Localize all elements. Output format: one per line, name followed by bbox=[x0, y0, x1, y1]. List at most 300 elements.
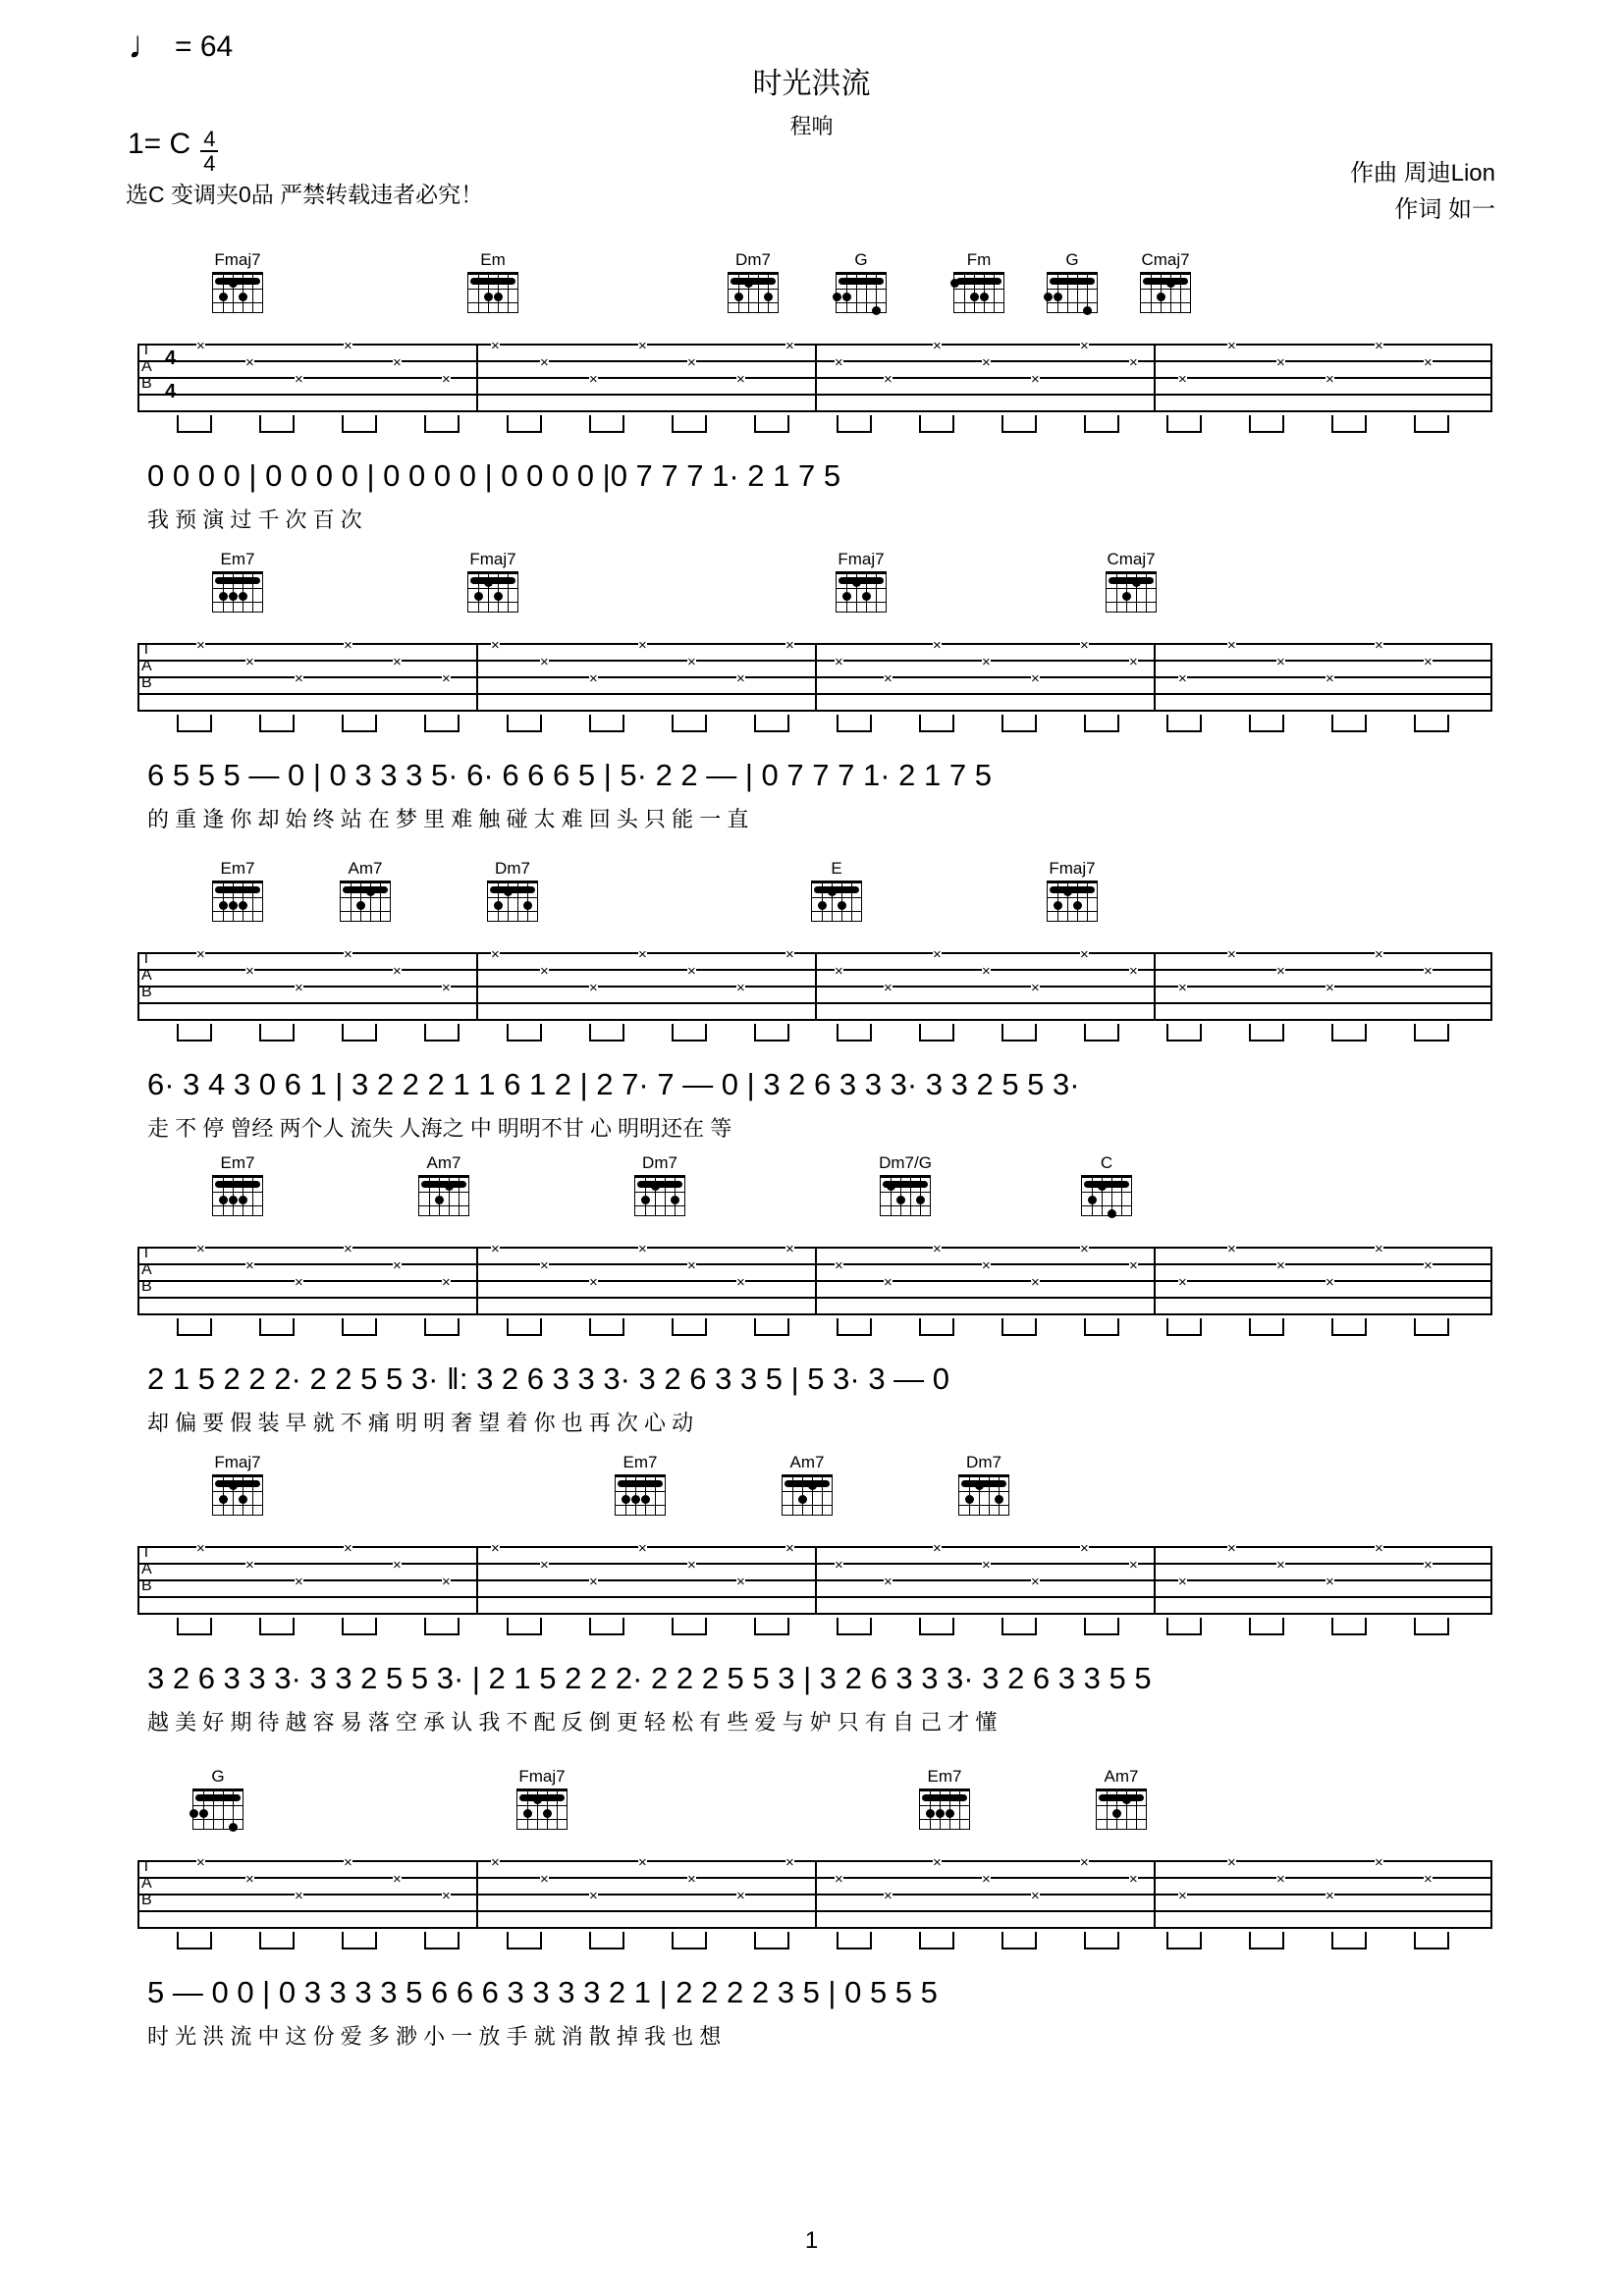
tab-mute-mark: × bbox=[1080, 338, 1089, 354]
beam bbox=[1084, 730, 1117, 732]
stem bbox=[754, 715, 756, 732]
chord-name: Am7 bbox=[789, 1453, 825, 1471]
chord-diagram bbox=[947, 250, 1010, 313]
beam bbox=[424, 730, 458, 732]
beam bbox=[754, 1040, 787, 1041]
tab-mute-mark: × bbox=[736, 1574, 745, 1590]
stem bbox=[1035, 415, 1037, 433]
stem bbox=[458, 1618, 460, 1635]
chord-finger-dot bbox=[229, 1823, 238, 1832]
chord-grid bbox=[836, 571, 887, 613]
stem bbox=[952, 1932, 954, 1949]
chord-finger-dot bbox=[838, 901, 846, 910]
stem bbox=[342, 1318, 344, 1336]
chord-finger-dot bbox=[1054, 293, 1062, 301]
stem bbox=[540, 1024, 542, 1041]
chord-finger-dot bbox=[239, 293, 247, 301]
chord-finger-dot bbox=[494, 293, 503, 301]
chord-grid bbox=[958, 1474, 1009, 1516]
beam bbox=[919, 1948, 952, 1949]
chord-grid-fret bbox=[837, 302, 886, 303]
beam bbox=[259, 730, 293, 732]
beam bbox=[589, 1334, 622, 1336]
chord-grid-fret bbox=[213, 289, 262, 290]
stem bbox=[870, 715, 872, 732]
stem bbox=[1200, 1318, 1202, 1336]
beam bbox=[1331, 1948, 1365, 1949]
chord-diagram bbox=[206, 1453, 269, 1516]
beam bbox=[1414, 431, 1447, 433]
chord-finger-dot bbox=[229, 592, 238, 601]
chord-finger-dot bbox=[494, 901, 503, 910]
chord-grid-fret bbox=[419, 1205, 468, 1206]
chord-finger-dot bbox=[896, 1196, 905, 1204]
tab-clef-letter: B bbox=[141, 375, 152, 392]
chord-barre bbox=[343, 886, 388, 893]
chord-grid-fret bbox=[616, 1505, 665, 1506]
beam bbox=[1414, 1948, 1447, 1949]
tab-mute-mark: × bbox=[1375, 946, 1383, 963]
chord-grid-fret bbox=[213, 1205, 262, 1206]
chord-finger-dot bbox=[671, 1196, 679, 1204]
rhythm-beams bbox=[137, 1318, 1492, 1340]
beam bbox=[1166, 431, 1200, 433]
tab-mute-mark: × bbox=[1178, 1888, 1187, 1904]
stem bbox=[1117, 1024, 1119, 1041]
chord-grid-fret bbox=[488, 897, 537, 898]
chord-finger-dot bbox=[842, 592, 851, 601]
tab-mute-mark: × bbox=[1227, 1540, 1236, 1557]
tab-mute-mark: × bbox=[589, 1274, 598, 1291]
tab-mute-mark: × bbox=[589, 371, 598, 388]
chord-finger-dot bbox=[523, 1809, 532, 1818]
stem bbox=[375, 715, 377, 732]
rhythm-beams bbox=[137, 1024, 1492, 1045]
stem bbox=[1166, 1318, 1168, 1336]
stem bbox=[622, 1318, 624, 1336]
chord-grid bbox=[467, 571, 518, 613]
chord-grid bbox=[516, 1789, 568, 1830]
stem bbox=[210, 715, 212, 732]
chord-diagram bbox=[412, 1153, 475, 1216]
beam bbox=[1331, 1633, 1365, 1635]
stem bbox=[293, 1024, 295, 1041]
beam bbox=[589, 730, 622, 732]
tab-mute-mark: × bbox=[1227, 946, 1236, 963]
tab-mute-mark: × bbox=[245, 1557, 254, 1574]
beam bbox=[1331, 730, 1365, 732]
tab-mute-mark: × bbox=[344, 338, 352, 354]
chord-barre bbox=[883, 1181, 928, 1188]
tab-mute-mark: × bbox=[1276, 654, 1285, 670]
stem bbox=[1035, 1618, 1037, 1635]
stem bbox=[375, 1932, 377, 1949]
tab-mute-mark: × bbox=[295, 1274, 303, 1291]
tab-mute-mark: × bbox=[736, 670, 745, 687]
stem bbox=[1282, 415, 1284, 433]
beam bbox=[1249, 431, 1282, 433]
stem bbox=[754, 1618, 756, 1635]
stem bbox=[672, 715, 674, 732]
tab-mute-mark: × bbox=[1178, 1274, 1187, 1291]
artist-name: 程响 bbox=[789, 114, 834, 138]
tab-mute-mark: × bbox=[982, 1557, 991, 1574]
stem bbox=[787, 1318, 789, 1336]
stem bbox=[919, 415, 921, 433]
beam bbox=[259, 431, 293, 433]
tab-mute-mark: × bbox=[638, 1540, 647, 1557]
chord-barre bbox=[519, 1794, 565, 1801]
stem bbox=[375, 1318, 377, 1336]
chord-finger-dot bbox=[965, 1495, 974, 1504]
tab-mute-mark: × bbox=[884, 1888, 893, 1904]
stem bbox=[589, 415, 591, 433]
chord-name: Em7 bbox=[622, 1453, 658, 1471]
lyricist-credit: 作词 如一 bbox=[1394, 196, 1495, 224]
tab-mute-mark: × bbox=[1031, 371, 1040, 388]
chord-barre bbox=[470, 278, 515, 285]
tab-mute-mark: × bbox=[344, 637, 352, 654]
tab-clef-letter: A bbox=[141, 358, 152, 375]
stem bbox=[1282, 1618, 1284, 1635]
stem bbox=[1331, 1318, 1333, 1336]
stem bbox=[342, 415, 344, 433]
chord-finger-dot bbox=[631, 1495, 640, 1504]
beam bbox=[1249, 1633, 1282, 1635]
chord-finger-dot bbox=[1157, 293, 1165, 301]
tab-mute-mark: × bbox=[1375, 637, 1383, 654]
tab-mute-mark: × bbox=[589, 980, 598, 996]
tab-mute-mark: × bbox=[393, 1557, 402, 1574]
chord-grid-fret bbox=[959, 1491, 1008, 1492]
beam bbox=[672, 1948, 705, 1949]
beam bbox=[1414, 1334, 1447, 1336]
beam bbox=[754, 1633, 787, 1635]
tab-mute-mark: × bbox=[835, 354, 843, 371]
tab-mute-mark: × bbox=[245, 1257, 254, 1274]
chord-barre bbox=[839, 577, 884, 584]
tab-mute-mark: × bbox=[933, 1854, 942, 1871]
tab-mute-mark: × bbox=[491, 338, 500, 354]
stem bbox=[1447, 1318, 1449, 1336]
beam bbox=[177, 431, 210, 433]
tab-mute-mark: × bbox=[196, 338, 205, 354]
stem bbox=[342, 715, 344, 732]
chord-finger-dot bbox=[219, 901, 228, 910]
stem bbox=[424, 1932, 426, 1949]
chord-diagram bbox=[830, 250, 893, 313]
stem bbox=[1200, 1932, 1202, 1949]
chord-name: Am7 bbox=[1104, 1767, 1139, 1786]
stem bbox=[1282, 1932, 1284, 1949]
chord-grid-fret bbox=[837, 602, 886, 603]
beam bbox=[1001, 1948, 1035, 1949]
tab-clef-letter: T bbox=[141, 641, 151, 658]
chord-name: Fmaj7 bbox=[214, 250, 261, 269]
stem bbox=[1365, 1024, 1367, 1041]
numbered-notation: 5 — 0 0 | 0 3 3 3 3 5 6 6 6 3 3 3 3 2 1 | 2 2 2 2 3 5 | 0 5 5 5 bbox=[147, 1975, 938, 2009]
chord-finger-dot bbox=[872, 306, 881, 315]
beam bbox=[259, 1948, 293, 1949]
tab-mute-mark: × bbox=[1227, 637, 1236, 654]
beam bbox=[837, 431, 870, 433]
chord-finger-dot bbox=[995, 1495, 1003, 1504]
tab-mute-mark: × bbox=[1129, 1871, 1138, 1888]
stem bbox=[1200, 1618, 1202, 1635]
stem bbox=[1249, 415, 1251, 433]
stem bbox=[1414, 1024, 1416, 1041]
stem bbox=[952, 715, 954, 732]
stem bbox=[870, 1932, 872, 1949]
chord-barre bbox=[1143, 278, 1188, 285]
tab-mute-mark: × bbox=[687, 654, 696, 670]
beam bbox=[177, 1948, 210, 1949]
stem bbox=[705, 1932, 707, 1949]
tab-mute-mark: × bbox=[884, 980, 893, 996]
beam bbox=[424, 1633, 458, 1635]
stem bbox=[1414, 1318, 1416, 1336]
chord-grid bbox=[212, 272, 263, 313]
tab-mute-mark: × bbox=[245, 654, 254, 670]
stem bbox=[540, 415, 542, 433]
stem bbox=[952, 1318, 954, 1336]
tab-mute-mark: × bbox=[295, 670, 303, 687]
chord-grid bbox=[1047, 272, 1098, 313]
credits bbox=[1350, 155, 1495, 228]
stem bbox=[589, 715, 591, 732]
tab-mute-mark: × bbox=[1424, 963, 1433, 980]
chord-grid-fret bbox=[783, 1491, 832, 1492]
tab-notes bbox=[137, 1540, 1492, 1615]
tab-mute-mark: × bbox=[540, 1557, 549, 1574]
lyrics-line: 越 美 好 期 待 越 容 易 落 空 承 认 我 不 配 反 倒 更 轻 松 有 些 爱 与 妒 只 有 自 己 才 懂 bbox=[147, 1710, 998, 1735]
beam bbox=[1084, 1040, 1117, 1041]
stem bbox=[507, 715, 509, 732]
lyrics-line: 走 不 停 曾经 两个人 流失 人海之 中 明明不甘 心 明明还在 等 bbox=[147, 1116, 732, 1141]
stem bbox=[787, 1932, 789, 1949]
tab-mute-mark: × bbox=[295, 1888, 303, 1904]
tab-mute-mark: × bbox=[1325, 1274, 1334, 1291]
chord-name: G bbox=[211, 1767, 225, 1786]
tab-mute-mark: × bbox=[1129, 354, 1138, 371]
stem bbox=[672, 1618, 674, 1635]
tab-mute-mark: × bbox=[1178, 371, 1187, 388]
tab-mute-mark: × bbox=[785, 946, 794, 963]
chord-grid bbox=[1106, 571, 1157, 613]
tab-mute-mark: × bbox=[982, 354, 991, 371]
beam bbox=[177, 1040, 210, 1041]
chord-diagram bbox=[511, 1767, 573, 1830]
chord-grid-fret bbox=[954, 289, 1003, 290]
chord-grid-fret bbox=[468, 289, 517, 290]
chord-finger-dot bbox=[219, 1495, 228, 1504]
stem bbox=[210, 1618, 212, 1635]
chord-finger-dot bbox=[239, 901, 247, 910]
stem bbox=[1282, 1318, 1284, 1336]
tab-mute-mark: × bbox=[196, 1241, 205, 1257]
tab-clef-letter: A bbox=[141, 1261, 152, 1278]
chord-grid bbox=[1096, 1789, 1147, 1830]
stem bbox=[540, 715, 542, 732]
tab-mute-mark: × bbox=[393, 654, 402, 670]
beam bbox=[424, 1334, 458, 1336]
stem bbox=[210, 1318, 212, 1336]
tab-mute-mark: × bbox=[196, 637, 205, 654]
chord-diagram bbox=[609, 1453, 672, 1516]
stem bbox=[210, 1024, 212, 1041]
chord-diagram bbox=[481, 859, 544, 922]
numbered-notation: 6· 3 4 3 0 6 1 | 3 2 2 2 1 1 6 1 2 | 2 7· 7 — 0 | 3 2 6 3 3 3· 3 3 2 5 5 3· bbox=[147, 1067, 1080, 1101]
tab-mute-mark: × bbox=[1129, 1557, 1138, 1574]
tab-clef-letter: B bbox=[141, 1278, 152, 1295]
stem bbox=[1001, 1932, 1003, 1949]
chord-grid-fret bbox=[1097, 1805, 1146, 1806]
tab-mute-mark: × bbox=[736, 980, 745, 996]
tab-mute-mark: × bbox=[1129, 963, 1138, 980]
stem bbox=[837, 1024, 839, 1041]
chord-grid-fret bbox=[635, 1192, 684, 1193]
stem bbox=[1166, 1618, 1168, 1635]
beam bbox=[507, 1948, 540, 1949]
chord-barre bbox=[470, 577, 515, 584]
tab-mute-mark: × bbox=[1080, 946, 1089, 963]
beam bbox=[672, 1633, 705, 1635]
stem bbox=[1166, 1932, 1168, 1949]
stem bbox=[589, 1024, 591, 1041]
tab-mute-mark: × bbox=[785, 1854, 794, 1871]
beam bbox=[1001, 1633, 1035, 1635]
beam bbox=[259, 1334, 293, 1336]
stem bbox=[342, 1024, 344, 1041]
chord-grid-fret bbox=[837, 289, 886, 290]
chord-name: Dm7 bbox=[495, 859, 530, 878]
chord-barre bbox=[195, 1794, 241, 1801]
chord-grid bbox=[880, 1175, 931, 1216]
tab-mute-mark: × bbox=[1276, 963, 1285, 980]
chord-grid-fret bbox=[213, 302, 262, 303]
beam bbox=[342, 1948, 375, 1949]
beam bbox=[342, 1040, 375, 1041]
stem bbox=[672, 1932, 674, 1949]
beam bbox=[837, 730, 870, 732]
beam bbox=[342, 730, 375, 732]
chord-finger-dot bbox=[970, 293, 979, 301]
tab-mute-mark: × bbox=[785, 1241, 794, 1257]
beam bbox=[507, 730, 540, 732]
tab-notes bbox=[137, 1854, 1492, 1929]
chord-diagram bbox=[913, 1767, 976, 1830]
chord-finger-dot bbox=[239, 1196, 247, 1204]
beam bbox=[1414, 1633, 1447, 1635]
stem bbox=[259, 1618, 261, 1635]
tab-mute-mark: × bbox=[295, 371, 303, 388]
beam bbox=[342, 431, 375, 433]
chord-grid-fret bbox=[729, 289, 778, 290]
beam bbox=[1249, 1948, 1282, 1949]
tab-mute-mark: × bbox=[344, 946, 352, 963]
tab-notes bbox=[137, 338, 1492, 412]
tab-mute-mark: × bbox=[196, 946, 205, 963]
chord-grid bbox=[340, 881, 391, 922]
stem bbox=[1249, 1318, 1251, 1336]
chord-grid bbox=[782, 1474, 833, 1516]
tab-mute-mark: × bbox=[687, 1257, 696, 1274]
tab-mute-mark: × bbox=[1129, 1257, 1138, 1274]
tab-clef-letter: B bbox=[141, 1577, 152, 1594]
chord-barre bbox=[956, 278, 1001, 285]
tab-mute-mark: × bbox=[442, 1574, 451, 1590]
beam bbox=[1331, 431, 1365, 433]
stem bbox=[870, 1318, 872, 1336]
tab-mute-mark: × bbox=[933, 1241, 942, 1257]
stem bbox=[837, 415, 839, 433]
tab-mute-mark: × bbox=[442, 371, 451, 388]
stem bbox=[952, 1024, 954, 1041]
stem bbox=[919, 1932, 921, 1949]
stem bbox=[1331, 1024, 1333, 1041]
tab-mute-mark: × bbox=[245, 963, 254, 980]
chord-name: C bbox=[1100, 1153, 1113, 1172]
tab-mute-mark: × bbox=[344, 1854, 352, 1871]
chord-name: Fmaj7 bbox=[518, 1767, 566, 1786]
stem bbox=[787, 415, 789, 433]
chord-finger-dot bbox=[1044, 293, 1053, 301]
tab-mute-mark: × bbox=[491, 1241, 500, 1257]
tab-notes bbox=[137, 946, 1492, 1021]
stem bbox=[1001, 715, 1003, 732]
chord-name: Em7 bbox=[220, 859, 255, 878]
chord-barre bbox=[839, 278, 884, 285]
tab-mute-mark: × bbox=[1080, 1854, 1089, 1871]
chord-grid-fret bbox=[881, 1192, 930, 1193]
chord-grid-fret bbox=[488, 911, 537, 912]
stem bbox=[1282, 1024, 1284, 1041]
chord-finger-dot bbox=[1054, 901, 1062, 910]
chord-grid-fret bbox=[1048, 302, 1097, 303]
chord-finger-dot bbox=[1073, 901, 1082, 910]
chord-grid-fret bbox=[213, 911, 262, 912]
chord-grid-fret bbox=[783, 1505, 832, 1506]
stem bbox=[837, 1318, 839, 1336]
chord-diagram bbox=[1100, 550, 1163, 613]
stem bbox=[1447, 415, 1449, 433]
chord-grid-fret bbox=[616, 1491, 665, 1492]
chord-name: Am7 bbox=[348, 859, 383, 878]
chord-finger-dot bbox=[1088, 1196, 1097, 1204]
chord-barre bbox=[215, 1480, 260, 1487]
stem bbox=[1414, 1618, 1416, 1635]
stem bbox=[458, 715, 460, 732]
chord-finger-dot bbox=[484, 293, 493, 301]
tab-mute-mark: × bbox=[1325, 371, 1334, 388]
tab-mute-mark: × bbox=[1080, 1540, 1089, 1557]
stem bbox=[1249, 1024, 1251, 1041]
beam bbox=[1331, 1334, 1365, 1336]
stem bbox=[177, 415, 179, 433]
stem bbox=[705, 415, 707, 433]
stem bbox=[705, 1618, 707, 1635]
tab-mute-mark: × bbox=[1276, 1257, 1285, 1274]
chord-barre bbox=[922, 1794, 967, 1801]
stem bbox=[1200, 715, 1202, 732]
key-label: 1= C bbox=[128, 128, 191, 160]
stem bbox=[1001, 1024, 1003, 1041]
beam bbox=[919, 431, 952, 433]
tab-mute-mark: × bbox=[785, 338, 794, 354]
beam bbox=[754, 730, 787, 732]
chord-barre bbox=[961, 1480, 1006, 1487]
tab-mute-mark: × bbox=[1375, 1854, 1383, 1871]
